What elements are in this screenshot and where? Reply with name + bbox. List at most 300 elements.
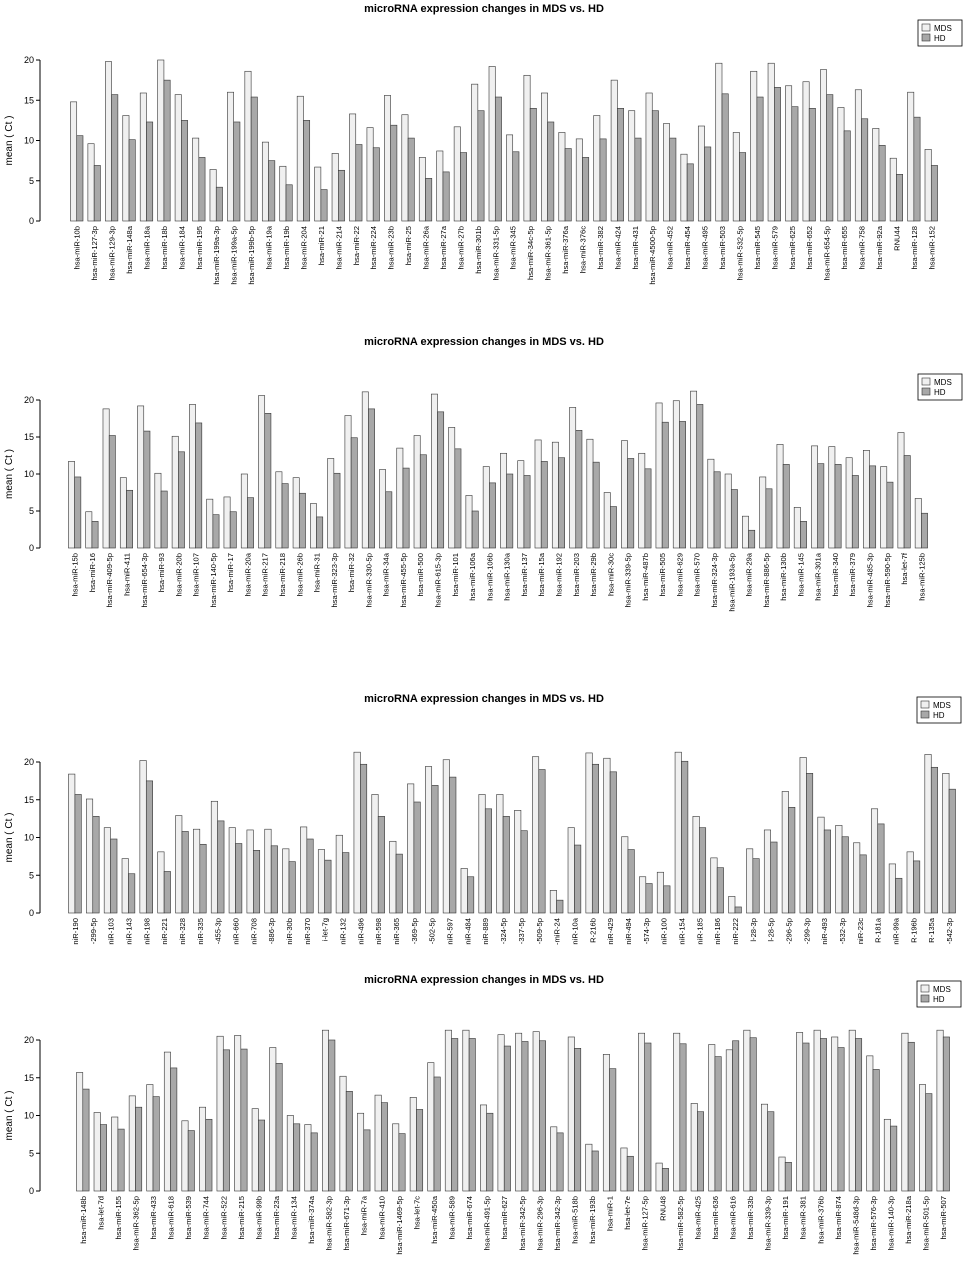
chart-panel-2 xyxy=(4,336,962,612)
bar-hd xyxy=(450,777,456,913)
bar-hd xyxy=(321,190,327,221)
bar-mds xyxy=(779,1157,785,1191)
x-tick-label: hsa-miR-106b xyxy=(485,553,495,601)
bar-hd xyxy=(199,157,205,221)
bar-mds xyxy=(587,439,593,548)
legend-swatch-hd xyxy=(922,34,930,41)
legend-label: MDS xyxy=(934,24,952,33)
bar-hd xyxy=(628,850,634,913)
bar-hd xyxy=(416,1109,422,1191)
x-tick-label: hsa-miR-455-5p xyxy=(398,553,408,608)
bar-hd xyxy=(118,1129,124,1191)
x-tick-label: hsa-miR-19a xyxy=(264,226,274,270)
x-tick-label: niR-660 xyxy=(231,918,241,945)
bar-hd xyxy=(294,1124,300,1191)
bar-mds xyxy=(550,890,556,913)
legend-label: HD xyxy=(934,388,946,397)
bar-hd xyxy=(921,513,927,548)
x-tick-label: hsa-miR-20a xyxy=(243,553,253,597)
bar-hd xyxy=(557,900,563,913)
bar-mds xyxy=(611,80,617,221)
bar-hd xyxy=(265,413,271,548)
bar-hd xyxy=(735,907,741,913)
bar-mds xyxy=(276,472,282,548)
x-tick-label: hsa-miR-570 xyxy=(692,553,702,597)
x-tick-label: hsa-miR-26a xyxy=(421,226,431,270)
x-tick-label: hsa-miR-21 xyxy=(316,226,326,266)
x-tick-label: hsa-miR-32 xyxy=(347,553,357,593)
bar-hd xyxy=(420,455,426,548)
bar-mds xyxy=(235,1035,241,1191)
bar-hd xyxy=(218,821,224,913)
bar-hd xyxy=(908,1042,914,1191)
x-tick-label: hsa-miR-218a xyxy=(904,1196,914,1244)
bar-hd xyxy=(164,871,170,913)
bar-hd xyxy=(206,1119,212,1191)
bar-mds xyxy=(498,1035,504,1191)
bar-hd xyxy=(722,94,728,221)
bar-hd xyxy=(100,1125,106,1191)
bar-mds xyxy=(70,102,76,221)
bar-hd xyxy=(687,164,693,221)
x-tick-label: hsa-miR-4500-5p xyxy=(648,226,658,285)
bar-hd xyxy=(325,860,331,913)
bar-hd xyxy=(824,830,830,913)
bar-mds xyxy=(287,1116,293,1192)
bar-hd xyxy=(351,438,357,548)
x-tick-label: niR-494 xyxy=(623,918,633,945)
bar-hd xyxy=(356,145,362,221)
bar-mds xyxy=(349,114,355,221)
bar-mds xyxy=(68,461,74,548)
x-tick-label: -455-3p xyxy=(213,918,223,945)
x-tick-label: R-135a xyxy=(927,918,937,943)
x-tick-label: hsa-miR-301b xyxy=(473,225,483,274)
x-tick-label: hsa-miR-431 xyxy=(630,226,640,270)
bar-hd xyxy=(530,108,536,221)
x-tick-label: hsa-miR-487b xyxy=(640,553,650,601)
bar-hd xyxy=(391,125,397,221)
x-tick-label: hsa-miR-128 xyxy=(909,226,919,270)
bar-hd xyxy=(558,458,564,548)
y-axis-label: mean ( Ct ) xyxy=(4,812,15,863)
bar-hd xyxy=(943,1037,949,1191)
bar-mds xyxy=(925,754,931,913)
x-tick-label: niR-221 xyxy=(160,918,170,945)
bar-hd xyxy=(469,1038,475,1191)
bar-hd xyxy=(914,117,920,221)
x-tick-label: hsa-miR-579 xyxy=(770,226,780,270)
legend-label: HD xyxy=(933,711,945,720)
bar-mds xyxy=(586,753,592,913)
bar-mds xyxy=(639,453,645,548)
bar-hd xyxy=(610,507,616,548)
x-tick-label: -miR-24 xyxy=(552,918,562,946)
x-tick-label: hsa-miR-505 xyxy=(658,553,668,597)
x-tick-label: hsa-miR-33b xyxy=(746,1196,756,1240)
bar-mds xyxy=(803,82,809,221)
bar-mds xyxy=(656,1163,662,1191)
bar-hd xyxy=(251,97,257,221)
x-tick-label: niR-889 xyxy=(481,918,491,945)
x-tick-label: hsa-let-7d xyxy=(96,1196,106,1230)
x-tick-label: hsa-miR-218 xyxy=(278,553,287,597)
x-tick-label: hsa-miR-548d-3p xyxy=(851,1196,861,1255)
x-tick-label: hsa-miR-339-3p xyxy=(763,1196,773,1251)
bar-mds xyxy=(140,760,146,913)
x-tick-label: hsa-miR-23b xyxy=(386,226,396,270)
bar-mds xyxy=(925,149,931,221)
bar-hd xyxy=(403,468,409,548)
x-tick-label: hsa-miR-454 xyxy=(683,226,693,270)
bar-mds xyxy=(419,157,425,221)
bar-hd xyxy=(749,530,755,548)
bar-hd xyxy=(548,122,554,221)
x-tick-label: hsa-miR-137 xyxy=(519,553,529,597)
x-tick-label: R-181a xyxy=(873,918,883,943)
bar-hd xyxy=(739,153,745,221)
bar-hd xyxy=(949,789,955,913)
bar-mds xyxy=(506,135,512,221)
bar-hd xyxy=(75,794,81,913)
bar-hd xyxy=(144,431,150,548)
bar-mds xyxy=(147,1085,153,1191)
bar-mds xyxy=(693,816,699,913)
bar-hd xyxy=(200,844,206,913)
bar-hd xyxy=(171,1068,177,1191)
bar-mds xyxy=(193,138,199,221)
bar-mds xyxy=(140,93,146,221)
bar-mds xyxy=(673,401,679,548)
bar-mds xyxy=(217,1036,223,1191)
bar-mds xyxy=(461,868,467,913)
bar-mds xyxy=(340,1076,346,1191)
bar-hd xyxy=(574,845,580,913)
bar-mds xyxy=(332,153,338,221)
bar-mds xyxy=(390,841,396,913)
bar-mds xyxy=(716,63,722,221)
chart-panel-1 xyxy=(4,3,962,285)
bar-mds xyxy=(663,124,669,221)
bar-mds xyxy=(836,825,842,913)
bar-hd xyxy=(235,844,241,913)
bar-hd xyxy=(524,475,530,548)
bar-hd xyxy=(307,839,313,913)
y-tick-label: 20 xyxy=(23,757,34,767)
bar-hd xyxy=(455,449,461,548)
x-tick-label: hsa-miR-433 xyxy=(149,1196,159,1240)
bar-mds xyxy=(138,406,144,548)
bar-mds xyxy=(76,1072,82,1191)
x-tick-label: hsa-miR-345 xyxy=(508,226,518,270)
x-tick-label: hsa-miR-27a xyxy=(438,226,448,270)
x-tick-label: hsa-miR-539 xyxy=(184,1196,194,1240)
bar-mds xyxy=(871,809,877,913)
bar-mds xyxy=(518,461,524,548)
x-tick-label: niR-132 xyxy=(338,918,348,945)
x-tick-label: hsa-miR-296-3p xyxy=(535,1196,545,1251)
bar-mds xyxy=(410,1097,416,1191)
bar-hd xyxy=(842,837,848,913)
bar-hd xyxy=(299,493,305,548)
legend xyxy=(917,981,961,1007)
bar-hd xyxy=(803,1043,809,1191)
bar-mds xyxy=(890,158,896,221)
bar-hd xyxy=(485,809,491,913)
chart-panel-4 xyxy=(4,974,961,1255)
bar-mds xyxy=(362,392,368,548)
bar-mds xyxy=(229,828,235,913)
x-tick-label: hsa-miR-152 xyxy=(927,226,937,270)
x-tick-label: -886-3p xyxy=(267,918,277,945)
bar-hd xyxy=(92,521,98,548)
bar-mds xyxy=(367,128,373,221)
bar-hd xyxy=(600,139,606,221)
x-tick-label: hsa-miR-379 xyxy=(848,553,858,597)
bar-mds xyxy=(881,467,887,548)
x-tick-label: hsa-miR-18a xyxy=(142,226,152,270)
bar-mds xyxy=(829,447,835,548)
y-tick-label: 0 xyxy=(28,543,34,553)
bar-mds xyxy=(345,416,351,548)
bar-mds xyxy=(199,1107,205,1191)
bar-mds xyxy=(919,1085,925,1191)
x-tick-label: hsa-miR-616 xyxy=(728,1196,738,1240)
x-tick-label: hsa-miR-195 xyxy=(194,226,204,270)
bar-hd xyxy=(258,1120,264,1191)
x-tick-label: hsa-miR-107 xyxy=(191,553,201,597)
legend-swatch-hd xyxy=(921,711,929,718)
bar-hd xyxy=(768,1112,774,1191)
y-tick-label: 15 xyxy=(23,432,34,442)
bar-hd xyxy=(399,1134,405,1191)
bar-mds xyxy=(443,760,449,913)
bar-mds xyxy=(800,757,806,913)
bar-hd xyxy=(541,461,547,548)
bar-hd xyxy=(94,165,100,221)
bar-mds xyxy=(855,90,861,221)
bar-hd xyxy=(785,1162,791,1191)
x-tick-label: hsa-miR-199a-3p xyxy=(212,225,222,285)
bar-mds xyxy=(310,504,316,548)
bar-hd xyxy=(338,170,344,221)
bar-hd xyxy=(504,1046,510,1191)
bar-hd xyxy=(539,770,545,913)
bar-mds xyxy=(744,1030,750,1191)
x-tick-label: hsa-miR-886-5p xyxy=(761,553,771,608)
bar-hd xyxy=(576,430,582,548)
bar-hd xyxy=(610,1069,616,1191)
x-tick-label: hsa-miR-27b xyxy=(456,226,466,270)
bar-mds xyxy=(708,459,714,548)
bar-hd xyxy=(426,178,432,221)
bar-mds xyxy=(88,144,94,221)
bar-mds xyxy=(431,394,437,548)
bar-mds xyxy=(535,440,541,548)
bar-hd xyxy=(247,498,253,548)
x-tick-label: hsa-miR-1 xyxy=(605,1196,615,1232)
legend xyxy=(917,697,961,723)
bar-mds xyxy=(454,127,460,221)
bar-mds xyxy=(796,1032,802,1191)
x-tick-label: niR-186 xyxy=(713,918,723,945)
x-tick-label: hsa-miR-339-5p xyxy=(623,553,633,608)
y-tick-label: 20 xyxy=(23,395,34,405)
bar-mds xyxy=(818,817,824,913)
bar-hd xyxy=(360,764,366,913)
x-tick-label: hsa-miR-30c xyxy=(606,553,616,597)
x-tick-label: -299-5p xyxy=(88,918,98,945)
x-tick-label: hsa-let-7e xyxy=(623,1196,633,1230)
bar-hd xyxy=(271,846,277,913)
bar-mds xyxy=(489,66,495,221)
bar-mds xyxy=(782,791,788,913)
x-tick-label: hsa-miR-19b xyxy=(282,226,291,270)
bar-hd xyxy=(809,108,815,221)
bar-hd xyxy=(129,140,135,221)
bar-mds xyxy=(853,843,859,913)
bar-mds xyxy=(283,849,289,913)
bar-hd xyxy=(346,1091,352,1191)
x-tick-label: hsa-miR-424 xyxy=(613,226,623,270)
bar-mds xyxy=(760,477,766,548)
x-tick-label: hsa-miR-522 xyxy=(219,1196,229,1240)
bar-mds xyxy=(603,1054,609,1191)
bar-mds xyxy=(479,794,485,913)
bar-mds xyxy=(814,1030,820,1191)
legend-label: MDS xyxy=(933,701,951,710)
bar-hd xyxy=(77,136,83,221)
bar-hd xyxy=(783,464,789,548)
x-tick-label: -324-5p xyxy=(499,918,509,945)
y-tick-label: 0 xyxy=(28,216,34,226)
bar-hd xyxy=(83,1089,89,1191)
x-tick-label: hsa-miR-376b xyxy=(816,1196,826,1244)
bar-mds xyxy=(768,63,774,221)
bar-hd xyxy=(364,1130,370,1191)
bar-hd xyxy=(381,1103,387,1191)
bar-hd xyxy=(286,185,292,221)
x-tick-label: hsa-miR-452 xyxy=(665,226,675,270)
x-tick-label: niR-365 xyxy=(392,918,402,945)
bar-hd xyxy=(234,122,240,221)
bar-hd xyxy=(753,859,759,913)
bar-mds xyxy=(449,427,455,548)
bar-mds xyxy=(777,444,783,548)
bar-mds xyxy=(711,858,717,913)
x-tick-label: hsa-miR-615-3p xyxy=(433,553,443,608)
bar-mds xyxy=(915,498,921,548)
x-tick-label: niR-598 xyxy=(374,918,384,945)
y-tick-label: 5 xyxy=(28,870,34,881)
x-tick-label: hsa-miR-199b-5p xyxy=(247,226,257,285)
x-tick-label: hsa-miR-361-5p xyxy=(543,226,553,281)
bar-mds xyxy=(898,433,904,548)
legend-label: HD xyxy=(934,34,946,43)
bar-mds xyxy=(846,458,852,548)
bar-hd xyxy=(792,107,798,221)
chart-title: microRNA expression changes in MDS vs. HD xyxy=(364,974,604,986)
bar-hd xyxy=(128,874,134,913)
x-tick-label: niR-429 xyxy=(606,918,616,945)
bar-mds xyxy=(445,1030,451,1191)
x-tick-label: -542-3p xyxy=(945,918,955,945)
bar-mds xyxy=(604,493,610,549)
bar-hd xyxy=(820,1038,826,1191)
bar-mds xyxy=(863,450,869,548)
bar-mds xyxy=(533,1032,539,1191)
bar-hd xyxy=(467,877,473,913)
bar-hd xyxy=(662,1168,668,1191)
bar-mds xyxy=(908,92,914,221)
x-tick-label: hsa-miR-362-5p xyxy=(131,1196,141,1251)
x-tick-label: hsa-miR-203 xyxy=(571,553,581,597)
bar-mds xyxy=(726,1050,732,1191)
x-tick-label: -296-5p xyxy=(784,918,794,945)
bar-mds xyxy=(224,497,230,548)
x-tick-label: hsa-miR-101 xyxy=(450,553,460,597)
bar-hd xyxy=(645,469,651,548)
x-tick-label: hsa-miR-134 xyxy=(289,1196,299,1240)
bar-mds xyxy=(259,396,265,548)
bar-mds xyxy=(158,852,164,913)
bar-hd xyxy=(852,475,858,548)
x-tick-label: niR-185 xyxy=(695,918,705,945)
x-tick-label: niR-100 xyxy=(659,918,669,945)
bar-mds xyxy=(725,474,731,548)
bar-mds xyxy=(698,126,704,221)
x-tick-label: hsa-miR-582-3p xyxy=(324,1196,334,1251)
bar-mds xyxy=(515,810,521,913)
bar-mds xyxy=(211,801,217,913)
x-tick-label: hsa-miR-17 xyxy=(226,553,236,593)
x-tick-label: hsa-miR-485-3p xyxy=(865,553,875,608)
x-tick-label: niR-30b xyxy=(285,918,294,945)
bar-hd xyxy=(766,489,772,548)
x-tick-label: hsa-miR-671-3p xyxy=(342,1196,352,1251)
x-tick-label: hsa-miR-93 xyxy=(157,553,167,593)
bar-mds xyxy=(551,1127,557,1191)
y-tick-label: 15 xyxy=(23,95,34,106)
x-tick-label: hsa-miR-652 xyxy=(805,226,815,270)
legend-swatch-mds xyxy=(922,24,930,31)
x-tick-label: hsa-miR-7a xyxy=(359,1196,369,1236)
x-tick-label: niR-198 xyxy=(142,918,152,945)
bar-hd xyxy=(289,862,295,913)
bar-mds xyxy=(873,128,879,221)
bar-hd xyxy=(386,492,392,548)
bar-hd xyxy=(146,781,152,913)
bar-mds xyxy=(838,108,844,222)
bar-mds xyxy=(182,1121,188,1191)
x-tick-label: hsa-miR-193b xyxy=(588,1196,598,1244)
bar-mds xyxy=(164,1052,170,1191)
x-tick-label: hsa-miR-224 xyxy=(369,226,379,270)
bar-hd xyxy=(800,521,806,548)
x-tick-label: hsa-miR-130a xyxy=(502,553,512,601)
x-tick-label: -337-5p xyxy=(516,918,526,945)
x-tick-label: hsa-miR-22 xyxy=(351,226,361,266)
x-tick-label: hsa-miR-409-5p xyxy=(105,553,115,608)
x-tick-label: niR-708 xyxy=(249,918,259,945)
bar-mds xyxy=(94,1112,100,1191)
x-tick-label: hsa-miR-545 xyxy=(752,226,762,270)
bar-mds xyxy=(189,404,195,548)
bar-hd xyxy=(253,850,259,913)
x-tick-label: hsa-let-7c xyxy=(412,1196,422,1230)
bar-mds xyxy=(761,1104,767,1191)
x-tick-label: hsa-miR-342-5p xyxy=(517,1196,527,1251)
